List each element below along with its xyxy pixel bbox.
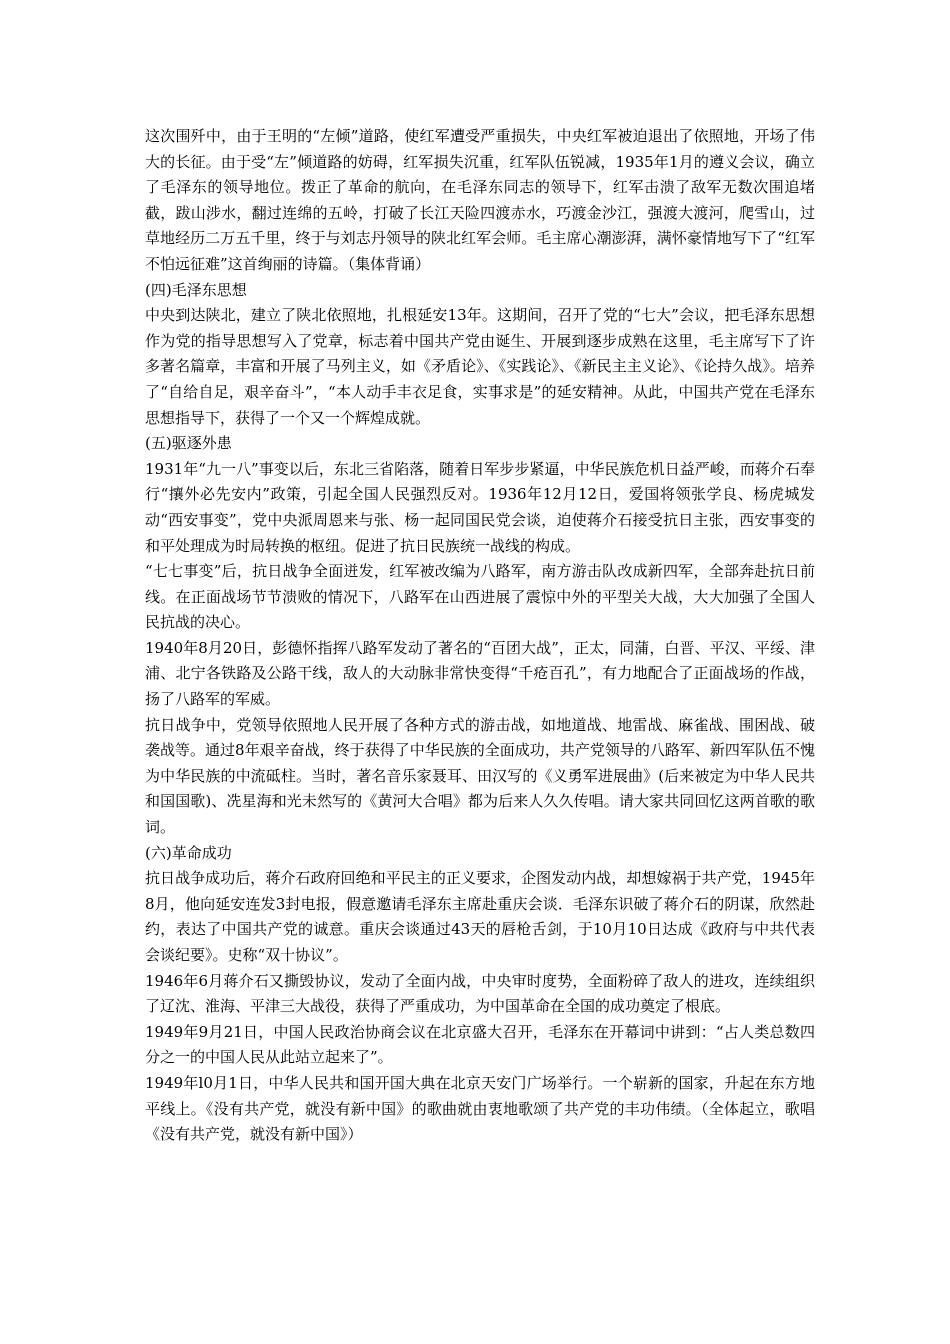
document-body (145, 124, 815, 1148)
paragraph-hundred-regiments: 1940年8月20日，彭德怀指挥八路军发动了著名的“百团大战”，正太，同蒲，白晋、平汉、平绥、津浦、北宁各铁路及公路干线，敌人的大动脉非常快变得“千疮百孔”，有力地配合了正面战场的作战，扬了八路军的军威。 (145, 638, 815, 709)
paragraph-long-march: 这次围歼中，由于王明的“左倾”道路，使红军遭受严重损失，中央红军被迫退出了依照地，开场了伟大的长征。由于受“左”倾道路的妨碍，红军损失沉重，红军队伍锐减，1935年1月的遵义会议，确立了毛泽东的领导地位。拨正了革命的航向，在毛泽东同志的领导下，红军击溃了敌军无数次围追堵截，跋山涉水，翻过连绵的五岭，打破了长江天险四渡赤水，巧渡金沙江，强渡大渡河，爬雪山，过草地经历二万五千里，终于与刘志丹领导的陕北红军会师。毛主席心潮澎湃，满怀豪情地写下了“红军不怕远征难”这首绚丽的诗篇。（集体背诵） (145, 127, 815, 273)
paragraph-three-campaigns: 1946年6月蒋介石又撕毁协议，发动了全面内战，中央审时度势，全面粉碎了敌人的进攻，连续组织了辽沈、淮海、平津三大战役，获得了严重成功，为中国革命在全国的成功奠定了根底。 (145, 971, 815, 1016)
paragraph-cppcc: 1949年9月21日，中国人民政治协商会议在北京盛大召开，毛泽东在开幕词中讲到：“占人类总数四分之一的中国人民从此站立起来了”。 (145, 1022, 815, 1067)
paragraph-chongqing-talks: 抗日战争成功后，蒋介石政府回绝和平民主的正义要求，企图发动内战，却想嫁祸于共产党，1945年8月，他向延安连发3封电报，假意邀请毛泽东主席赴重庆会谈．毛泽东识破了蒋介石的阴谋，欣然赴约，表达了中国共产党的诚意。重庆会谈通过43天的唇枪舌剑，于10月10日达成《政府与中共代表会谈纪要》。史称“双十协议”。 (145, 869, 815, 964)
paragraph-guerrilla-war: 抗日战争中，党领导依照地人民开展了各种方式的游击战，如地道战、地雷战、麻雀战、围困战、破袭战等。通过8年艰辛奋战，终于获得了中华民族的全面成功，共产党领导的八路军、新四军队伍不愧为中华民族的中流砥柱。当时，著名音乐家聂耳、田汉写的《义勇军进展曲》(后来被定为中华人民共和国国歌)、冼星海和光未然写的《黄河大合唱》都为后来人久久传唱。请大家共同回忆这两首歌的歌词。 (145, 715, 815, 837)
paragraph-founding-ceremony: 1949年l0月1日，中华人民共和国开国大典在北京天安门广场举行。一个崭新的国家，升起在东方地平线上。《没有共产党，就没有新中国》的歌曲就由衷地歌颂了共产党的丰功伟绩。（全体起立，歌唱《没有共产党，就没有新中国》） (145, 1073, 815, 1144)
paragraph-yanan: 中央到达陕北，建立了陕北依照地，扎根延安13年。这期间，召开了党的“七大”会议，把毛泽东思想作为党的指导思想写入了党章，标志着中国共产党由诞生、开展到逐步成熟在这里，毛主席写下了许多著名篇章，丰富和开展了马列主义，如《矛盾论》、《实践论》、《新民主主义论》、《论持久战》。培养了“自给自足，艰辛奋斗”，“本人动手丰衣足食，实事求是”的延安精神。从此，中国共产党在毛泽东思想指导下，获得了一个又一个辉煌成就。 (145, 306, 815, 427)
paragraph-xian-incident: 1931年“九一八”事变以后，东北三省陷落，随着日军步步紧逼，中华民族危机日益严峻，而蒋介石奉行“攘外必先安内”政策，引起全国人民强烈反对。1936年12月12日，爱国将领张学良、杨虎城发动“西安事变”，党中央派周恩来与张、杨一起同国民党会谈，迫使蒋介石接受抗日主张，西安事变的和平处理成为时局转换的枢纽。促进了抗日民族统一战线的构成。 (145, 459, 815, 555)
section-heading-expel-invaders: (五)驱逐外患 (145, 434, 232, 453)
section-heading-mao-thought: (四)毛泽东思想 (145, 280, 247, 299)
paragraph-july-seventh: “七七事变”后，抗日战争全面迸发，红军被改编为八路军，南方游击队改成新四军，全部奔赴抗日前线。在正面战场节节溃败的情况下，八路军在山西进展了震惊中外的平型关大战，大大加强了全国人民抗战的决心。 (145, 562, 815, 632)
section-heading-revolution-success: (六)革命成功 (145, 843, 232, 862)
